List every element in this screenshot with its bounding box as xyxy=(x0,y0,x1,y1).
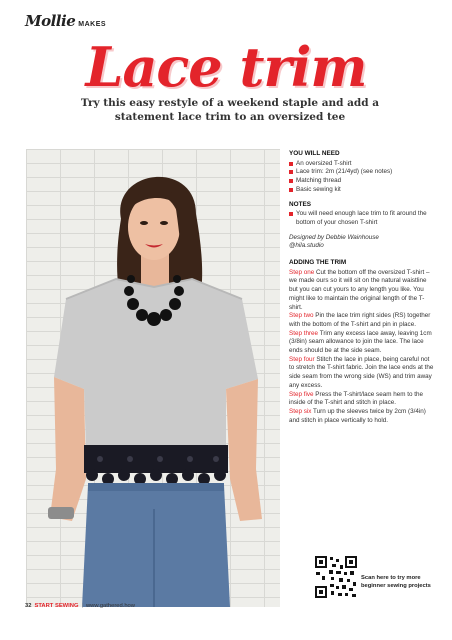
step-text: Press the T-shirt/lace seam hem to the inside of the T-shirt and stitch in place. xyxy=(289,390,423,407)
step-label: Step three xyxy=(289,329,319,337)
list-item: You will need enough lace trim to fit around the bottom of your chosen T-shirt xyxy=(289,210,435,227)
page-subtitle: Try this easy restyle of a weekend staple and add a statement lace trim to an oversized tee xyxy=(80,97,380,123)
step-2 xyxy=(289,312,435,329)
step-3 xyxy=(289,330,435,356)
step-label: Step five xyxy=(289,390,314,398)
page-footer xyxy=(25,603,135,609)
you-will-need-list xyxy=(289,160,435,195)
step-5 xyxy=(289,391,435,408)
list-item: Matching thread xyxy=(289,177,435,186)
model-illustration xyxy=(26,149,280,607)
brand-logo xyxy=(25,12,106,30)
step-text: Stitch the lace in place, being careful not to stretch the T-shirt fabric. Join the lace ends at the side seam from the wrong side (WS) and trim away any excess. xyxy=(289,355,434,389)
page-title: Lace trim xyxy=(85,35,367,99)
step-4 xyxy=(289,356,435,391)
designer-credit xyxy=(289,234,435,251)
designer-handle: @hila.studio xyxy=(289,242,324,250)
footer-divider: | xyxy=(81,603,83,609)
website-link[interactable]: www.gathered.how xyxy=(85,603,135,609)
you-will-need-heading: YOU WILL NEED xyxy=(289,150,340,157)
step-6 xyxy=(289,408,435,425)
list-item: Basic sewing kit xyxy=(289,186,435,195)
step-label: Step one xyxy=(289,268,315,276)
model-photo xyxy=(26,149,280,607)
brand-script: Mollie xyxy=(25,12,76,30)
step-text: Trim any excess lace away, leaving 1cm (3/8in) seam allowance to join the lace. The lace ends should be at the side seam. xyxy=(289,329,432,355)
step-text: Pin the lace trim right sides (RS) together with the bottom of the T-shirt and pin in place. xyxy=(289,312,431,328)
step-text: Cut the bottom off the oversized T-shirt – we made ours so it will sit on the natural waistline but you can cut yours to any length you like. You might like to maintain the original length of the T-shirt. xyxy=(289,268,430,311)
adding-trim-heading: ADDING THE TRIM xyxy=(289,259,347,267)
brand-makes: MAKES xyxy=(78,21,107,28)
step-1 xyxy=(289,269,435,313)
list-item: An oversized T-shirt xyxy=(289,160,435,169)
notes-list xyxy=(289,210,435,227)
magazine-name: START SEWING xyxy=(34,603,79,609)
list-item: Lace trim: 2m (21/4yd) (see notes) xyxy=(289,168,435,177)
designer-name: Designed by Debbie Wainhouse xyxy=(289,233,379,241)
qr-code[interactable] xyxy=(314,555,358,604)
qr-caption: Scan here to try more beginner sewing projects xyxy=(361,575,431,589)
qr-code-icon xyxy=(314,555,358,599)
step-text: Turn up the sleeves twice by 2cm (3/4in) and stitch in place vertically to hold. xyxy=(289,407,426,424)
notes-heading: NOTES xyxy=(289,200,312,208)
step-label: Step two xyxy=(289,312,314,320)
instructions-panel xyxy=(289,150,435,425)
step-label: Step four xyxy=(289,355,315,363)
step-label: Step six xyxy=(289,407,312,415)
page-number: 32 xyxy=(25,603,32,609)
